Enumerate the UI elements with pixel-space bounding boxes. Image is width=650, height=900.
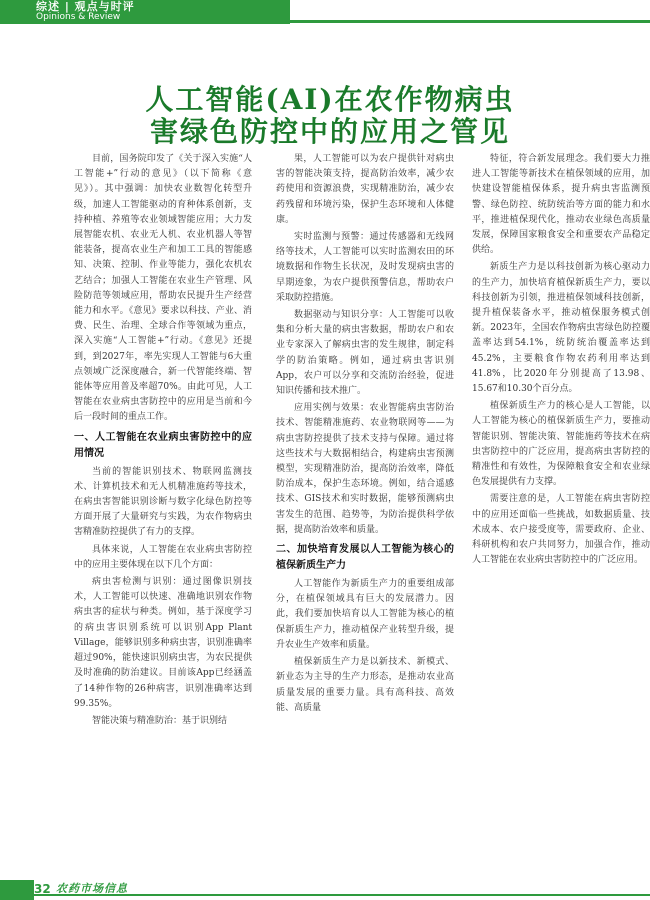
article-column-1 — [74, 152, 252, 882]
section-heading-2: 二、加快培育发展以人工智能为核心的植保新质生产力 — [276, 544, 454, 572]
paragraph: 智能决策与精准防治：基于识别结 — [92, 715, 228, 726]
article-column-2 — [276, 152, 454, 882]
article-column-3 — [472, 152, 650, 882]
paragraph: 实时监测与预警：通过传感器和无线网络等技术，人工智能可以实时监测农田的环境数据和作物生长状况，及时发现病虫害的早期迹象，为农户提供预警信息，帮助农户采取防控措施。 — [276, 232, 454, 303]
section-heading-1: 一、人工智能在农业病虫害防控中的应用情况 — [74, 431, 252, 459]
article-title-line1: 人工智能(AI)在农作物病虫 — [145, 83, 515, 116]
paragraph: 当前的智能识别技术、物联网监测技术、计算机技术和无人机精准施药等技术，在病虫害智能识别诊断与数字化绿色防控等方面开展了大量研究与实践，为农作物病虫害精准防控提供了有力的支撑。 — [74, 466, 252, 538]
footer-accent-block — [0, 880, 34, 900]
page-footer — [0, 880, 650, 900]
paragraph: 植保新质生产力的核心是人工智能，以人工智能为核心的植保新质生产力，要推动智能识别、智能决策、智能施药等技术在病虫害防控中的广泛应用，提高病虫害防控的精准性和有效性，为保障粮食安全和农业绿色发展提供有力支撑。 — [472, 401, 650, 488]
paragraph: 数据驱动与知识分享：人工智能可以收集和分析大量的病虫害数据，帮助农户和农业专家深入了解病虫害的发生规律，制定科学的防治策略。例如，通过病虫害识别App，农户可以分享和交流防治经验，促进知识传播和技术推广。 — [276, 310, 454, 397]
paragraph: 植保新质生产力是以新技术、新模式、新业态为主导的生产力形态，是推动农业高质量发展的重要力量。具有高科技、高效能、高质量 — [276, 657, 454, 713]
page-number: 32 — [34, 882, 51, 896]
paragraph: 具体来说，人工智能在农业病虫害防控中的应用主要体现在以下几个方面： — [74, 544, 252, 570]
paragraph: 果，人工智能可以为农户提供针对病虫害的智能决策支持，提高防治效率，减少农药使用和资源浪费，实现精准防治，减少农药残留和环境污染，保护生态环境和人体健康。 — [276, 154, 454, 225]
header-section-en: Opinions & Review — [36, 12, 121, 22]
header-section-cn: 综述 | 观点与时评 — [36, 0, 135, 13]
header-rule — [270, 20, 650, 23]
paragraph: 新质生产力是以科技创新为核心驱动力的生产力，加快培育植保新质生产力，要以科技创新为引领，推进植保领域科技创新，提升植保装备水平，推动植保服务模式创新。2023年，全国农作物病虫害绿色防控覆盖率达到54.1%，统防统治覆盖率达到45.2%，主要粮食作物农药利用率达到41.8%，比2020年分别提高了13.98、15.67和10.30个百分点。 — [472, 262, 650, 395]
paragraph: 人工智能作为新质生产力的重要组成部分，在植保领域具有巨大的发展潜力。因此，我们要加快培育以人工智能为核心的植保新质生产力，推动植保产业转型升级，提升农业生产效率和质量。 — [276, 579, 454, 650]
header-section-block — [0, 0, 290, 24]
paragraph: 特征，符合新发展理念。我们要大力推进人工智能等新技术在植保领域的应用，加快建设智能植保体系，提升病虫害监测预警、绿色防控、统防统治等方面的能力和水平，推进植保现代化，推动农业绿色高质量发展，保障国家粮食安全和重要农产品稳定供给。 — [472, 154, 650, 256]
article-title-line2: 害绿色防控中的应用之管见 — [149, 115, 510, 148]
paragraph: 目前，国务院印发了《关于深入实施“人工智能+”行动的意见》（以下简称《意见》）。其中强调：加快农业数智化转型升级，加速人工智能驱动的育种体系创新，支持种植、养殖等农业领域智能应用；大力发展智能农机、农业无人机、农业机器人等智能装备，提高农业生产和加工工具的智能感知、决策、控制、作业等能力，强化农机农艺结合；加强人工智能在农业生产管理、风险防范等领域应用，帮助农民提升生产经营能力和水平。《意见》要求以科技、产业、消费、民生、治理、全球合作等领域为重点，深入实施“人工智能+”行动。《意见》还提到，到2027年，率先实现人工智能与6大重点领域广泛深度融合，新一代智能终端、智能体等应用普及率超70%。由此可见，人工智能在农业病虫害防控中的应用是当前和今后一段时间的重点工作。 — [74, 154, 252, 423]
header-bar — [0, 0, 650, 24]
magazine-name: 农药市场信息 — [56, 882, 128, 895]
paragraph: 病虫害检测与识别：通过图像识别技术，人工智能可以快速、准确地识别农作物病虫害的症状与种类。例如，基于深度学习的病虫害识别系统可以识别App Plant Village，能够识别多种病虫害，识别准确率超过90%，能快速识别病虫害，为农民提供及时准确的防治建议。目前该App已经涵盖了14种作物的26种病害，识别准确率达到99.35%。 — [74, 577, 252, 709]
paragraph: 需要注意的是，人工智能在病虫害防控中的应用还面临一些挑战，如数据质量、技术成本、农户接受度等，需要政府、企业、科研机构和农户共同努力，加强合作，推动人工智能在农业病虫害防控中的广泛应用。 — [472, 494, 650, 566]
paragraph: 应用实例与效果：农业智能病虫害防治技术、智能精准施药、农业物联网等——为病虫害防控提供了技术支持与保障。通过将这些技术与大数据相结合，构建病虫害预测模型，实现精准防治，提高防治效率，降低防治成本，保护生态环境。例如，结合遥感技术、GIS技术和实时数据，能够预测病虫害发生的范围、趋势等，为防治提供科学依据，提高防治效率和质量。 — [276, 403, 454, 535]
